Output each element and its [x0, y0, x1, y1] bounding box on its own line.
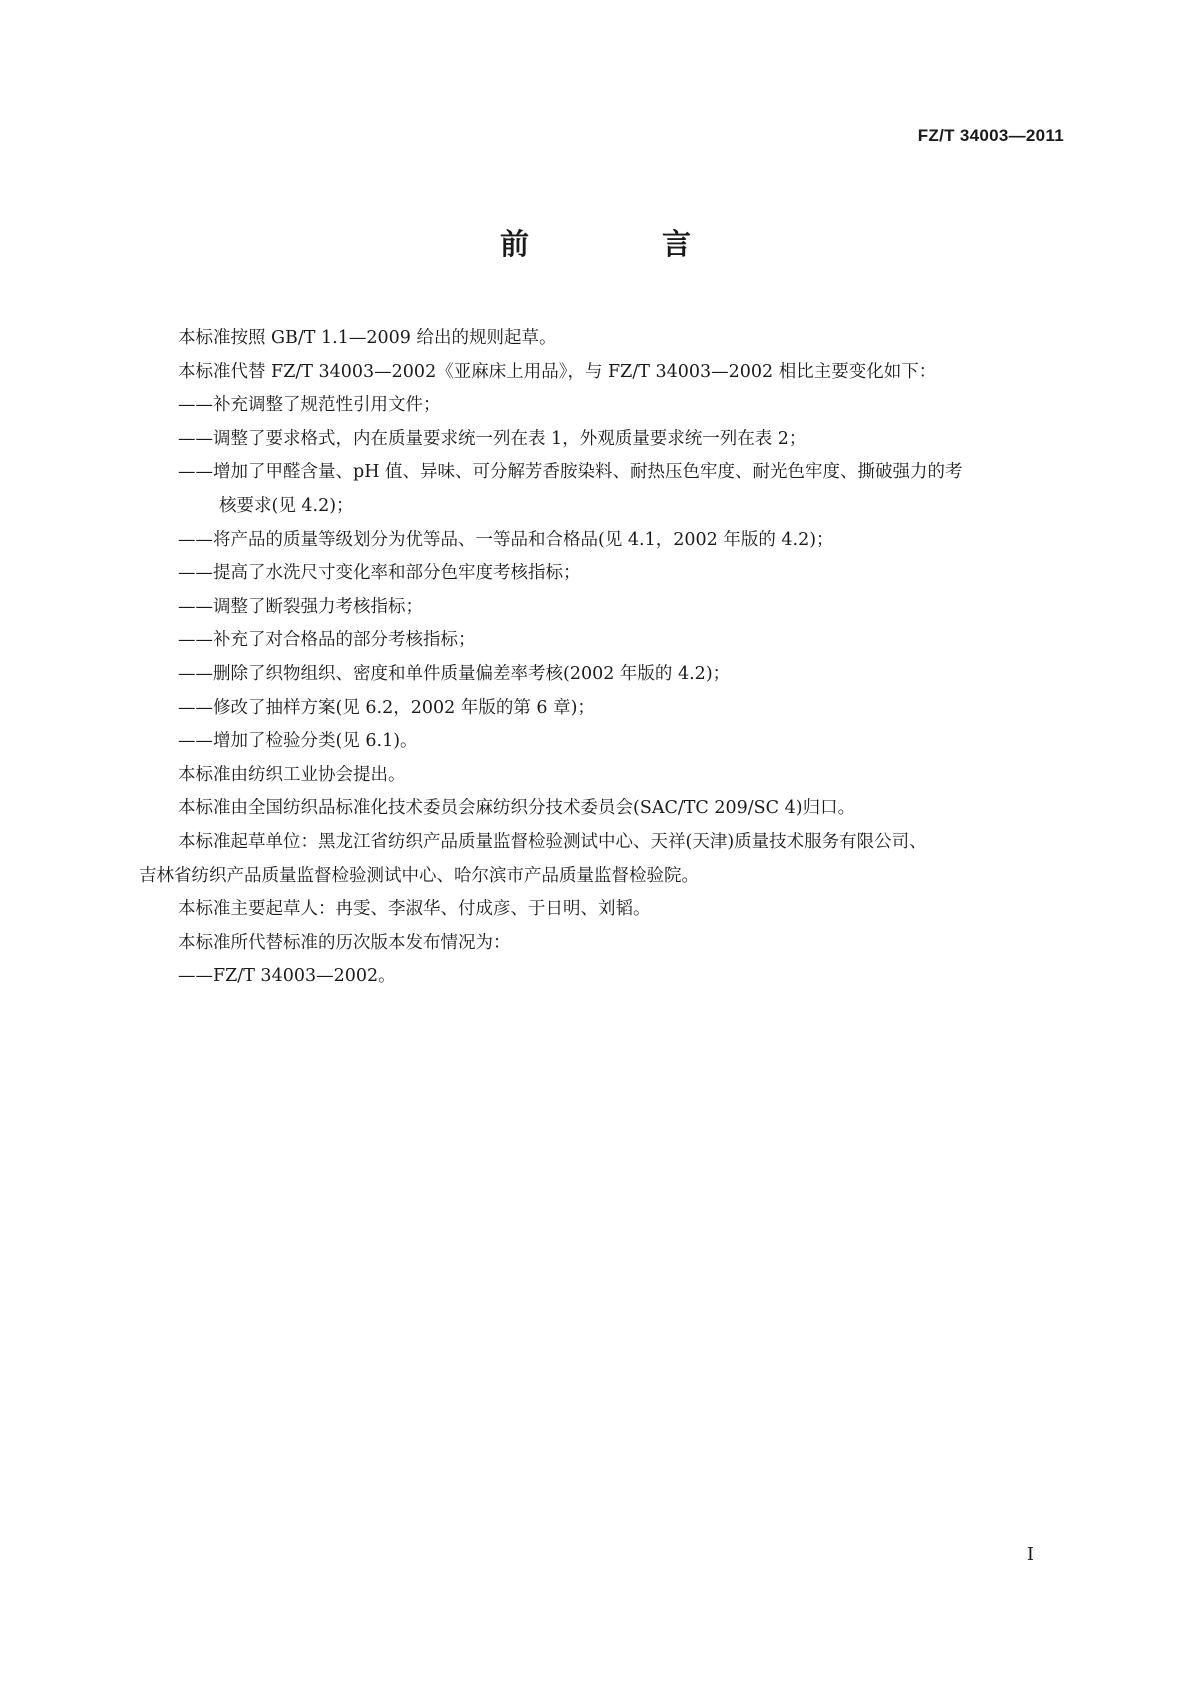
list-item: ——调整了要求格式，内在质量要求统一列在表 1，外观质量要求统一列在表 2； [178, 428, 807, 449]
list-item: ——调整了断裂强力考核指标； [178, 596, 423, 617]
list-item: ——FZ/T 34003—2002。 [178, 966, 396, 987]
list-item-continuation: 核要求(见 4.2)； [219, 495, 354, 516]
list-item: ——修改了抽样方案(见 6.2，2002 年版的第 6 章)； [178, 697, 595, 718]
paragraph: 本标准起草单位：黑龙江省纺织产品质量监督检验测试中心、天祥(天津)质量技术服务有限公司、 [178, 831, 927, 852]
page-title: 前 言 [499, 227, 743, 261]
list-item: ——增加了检验分类(见 6.1)。 [178, 731, 418, 752]
paragraph: 本标准按照 GB/T 1.1—2009 给出的规则起草。 [178, 328, 557, 348]
list-item: ——增加了甲醛含量、pH 值、异味、可分解芳香胺染料、耐热压色牢度、耐光色牢度、撕破强力的考 [178, 462, 963, 483]
paragraph: 本标准代替 FZ/T 34003—2002《亚麻床上用品》，与 FZ/T 34003—2002 相比主要变化如下： [178, 361, 937, 382]
paragraph: 本标准所代替标准的历次版本发布情况为： [178, 932, 511, 953]
document-body [139, 322, 1071, 994]
paragraph-continuation: 吉林省纺织产品质量监督检验测试中心、哈尔滨市产品质量监督检验院。 [139, 865, 699, 886]
standard-code: FZ/T 34003—2011 [917, 126, 1064, 145]
list-item: ——提高了水洗尺寸变化率和部分色牢度考核指标； [178, 563, 581, 584]
list-item: ——删除了织物组织、密度和单件质量偏差率考核(2002 年版的 4.2)； [178, 663, 731, 684]
paragraph: 本标准由纺织工业协会提出。 [178, 764, 406, 785]
list-item: ——将产品的质量等级划分为优等品、一等品和合格品(见 4.1，2002 年版的 4.2)； [178, 529, 834, 550]
list-item: ——补充了对合格品的部分考核指标； [178, 630, 476, 651]
paragraph: 本标准主要起草人：冉雯、李淑华、付成彦、于日明、刘韬。 [178, 899, 651, 920]
list-item: ——补充调整了规范性引用文件； [178, 395, 441, 416]
page-number: I [1026, 1544, 1034, 1565]
paragraph: 本标准由全国纺织品标准化技术委员会麻纺织分技术委员会(SAC/TC 209/SC 4)归口。 [178, 798, 856, 819]
